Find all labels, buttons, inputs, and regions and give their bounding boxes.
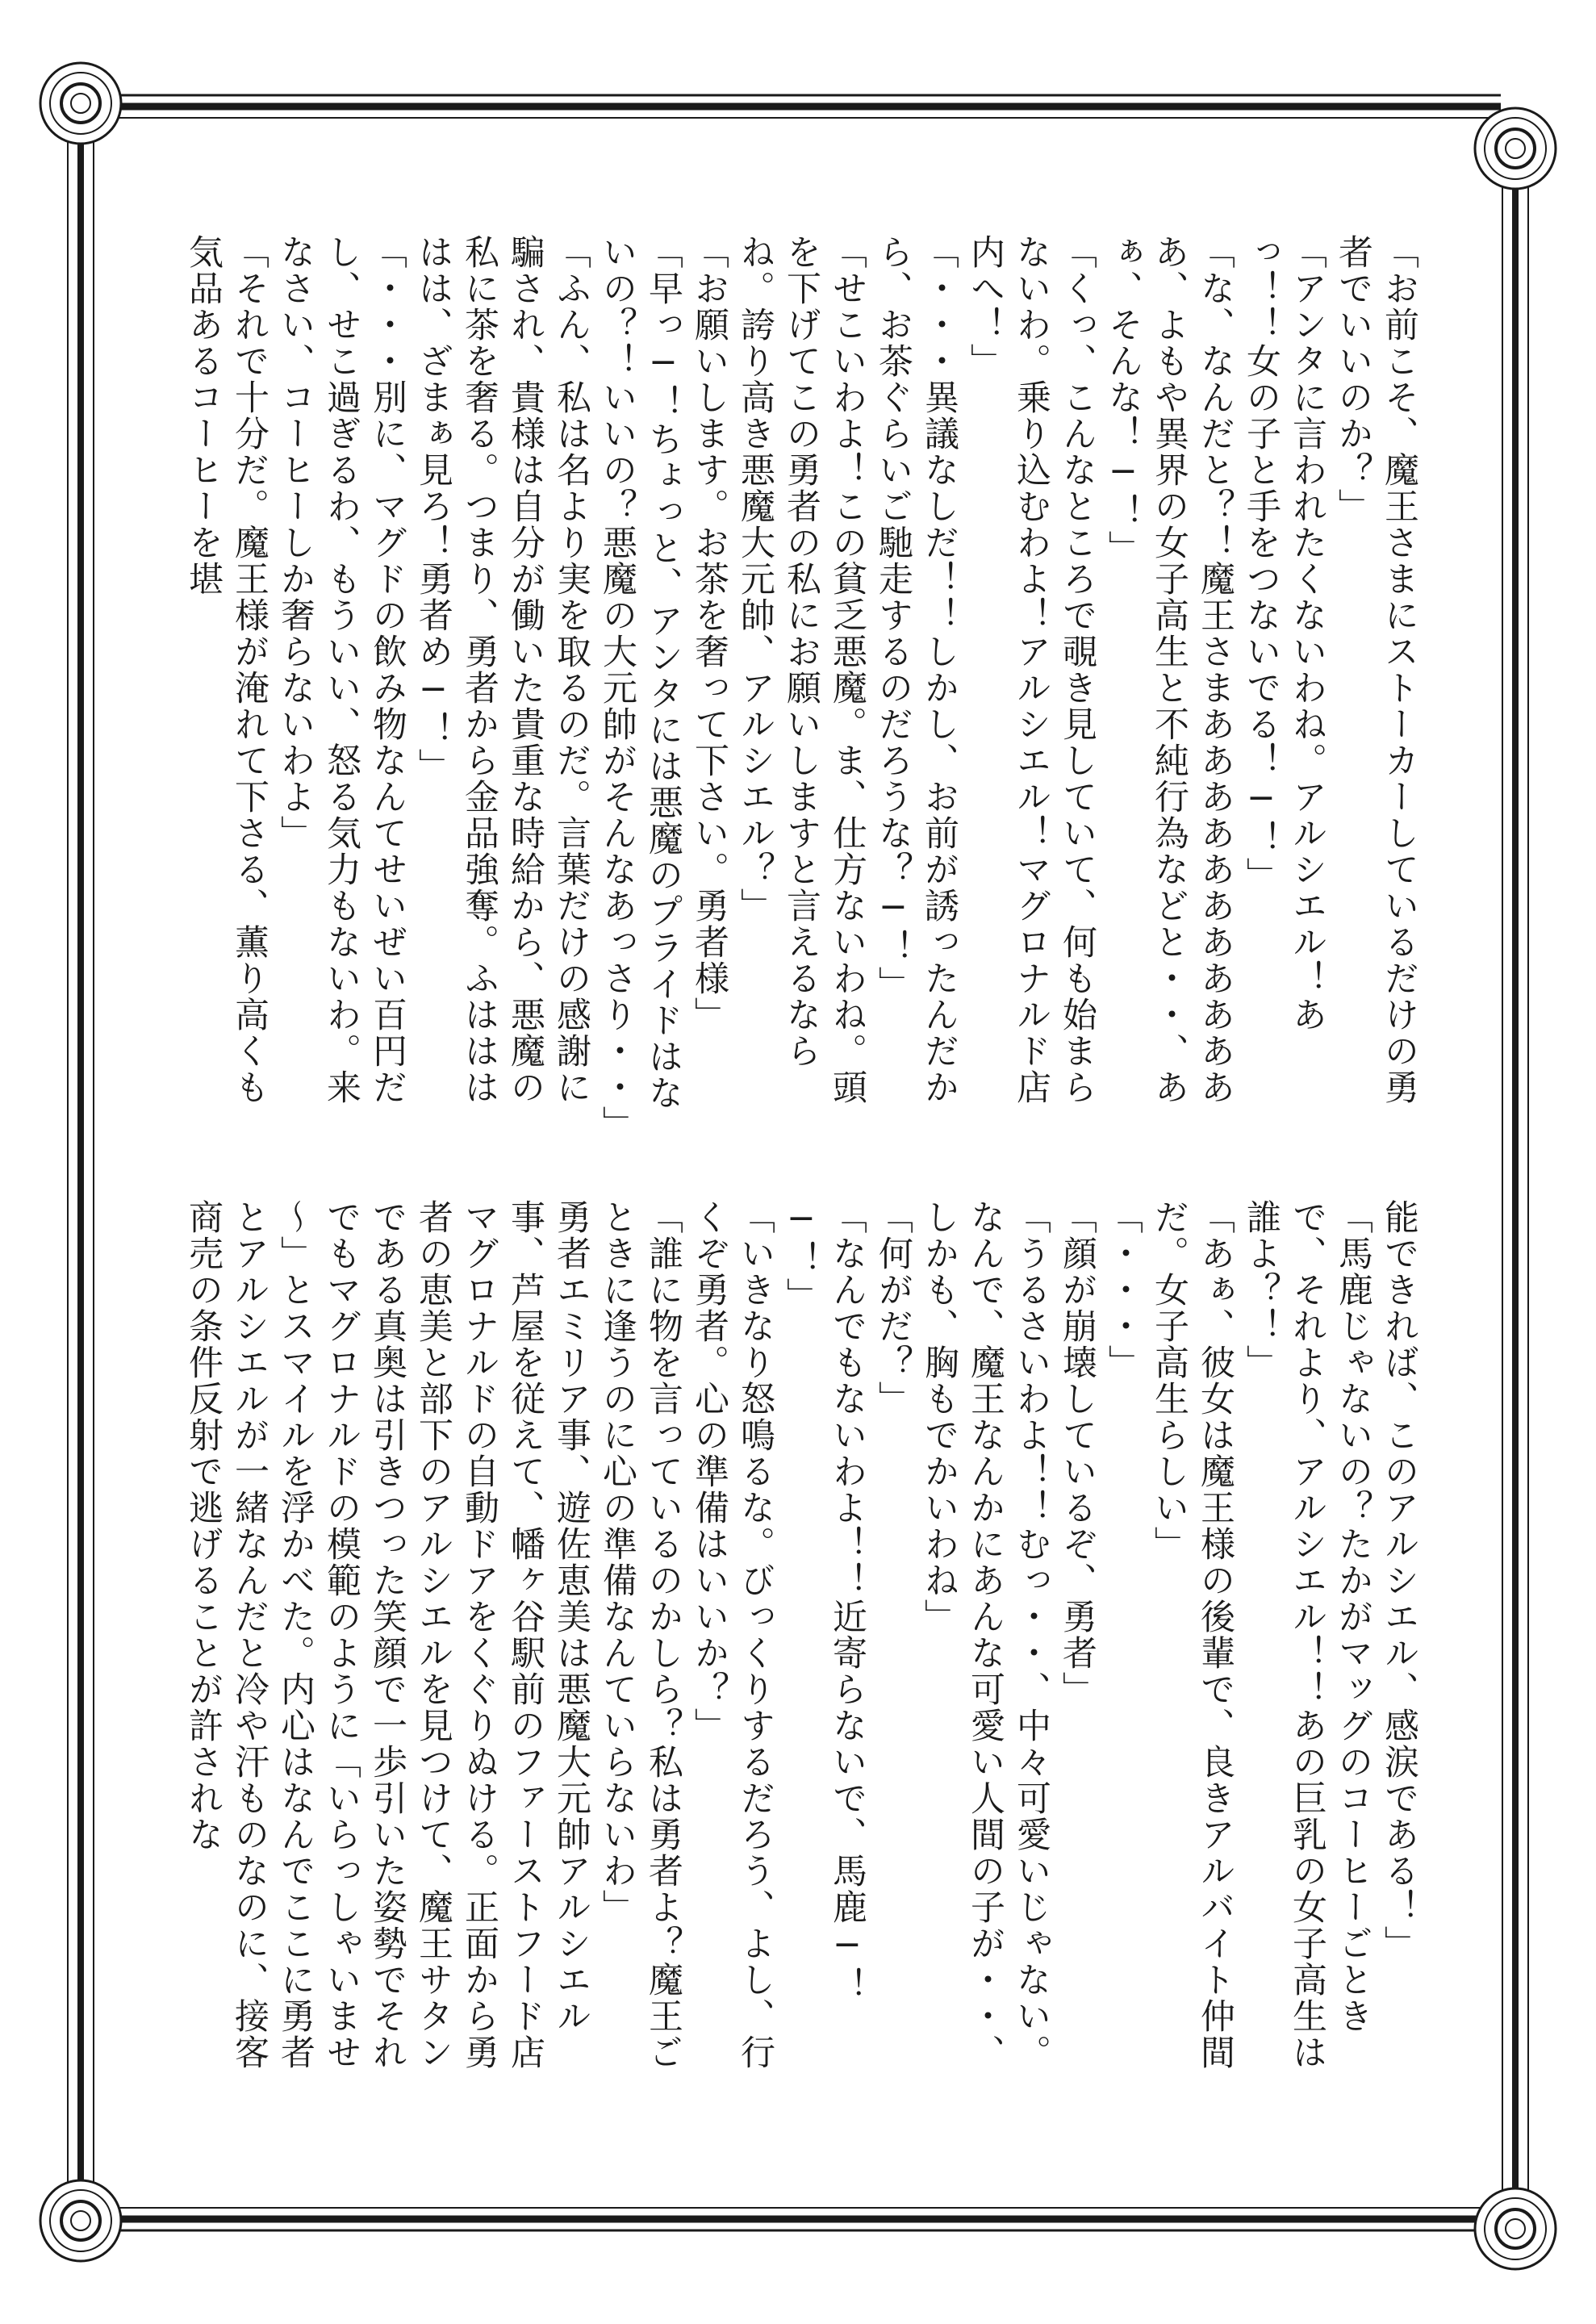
top-line: 「な、なんだと？！魔王さまああああああああああああ、よもや異界の女子高生と不純行為などと・・、あぁ、そんな！─！」 [1103, 234, 1235, 1106]
bottom-line: 「あぁ、彼女は魔王様の後輩で、良きアルバイト仲間だ。女子高生らしい」 [1149, 1199, 1235, 2071]
top-line: 「お前こそ、魔王さまにストーカーしているだけの勇者でいいのか？」 [1333, 234, 1419, 1106]
corner-ornament-bottom-right [1475, 2188, 1556, 2269]
top-line: 「・・・異議なしだ！！しかし、お前が誘ったんだから、お茶ぐらいご馳走するのだろうな？─！」 [873, 234, 959, 1106]
top-line: 「それで十分だ。魔王様が淹れて下さる、薫り高くも気品あるコーヒーを堪 [183, 234, 269, 1106]
top-line: 「早っ─！ちょっと、アンタには悪魔のプライドはないの？！いいの？悪魔の大元帥がそんなあっさり・・」 [597, 234, 683, 1142]
bottom-line: 「誰に物を言っているのかしら？私は勇者よ？魔王ごときに逢うのに心の準備なんていらないわ」 [597, 1199, 683, 2071]
bottom-line: 能できれば、このアルシエル、感涙である！」 [1379, 1199, 1419, 1962]
bottom-line: 「いきなり怒鳴るな。びっくりするだろう、よし、行くぞ勇者。心の準備はいいか？」 [689, 1199, 775, 2071]
top-text-block [183, 234, 1422, 1142]
bottom-line: 「・・・」 [1103, 1199, 1143, 1381]
top-line: 「・・・別に、マグドの飲み物なんてせいぜい百円だし、せこ過ぎるわ、もういい、怒る気力もないわ。来なさい、コーヒーしか奢らないわよ」 [275, 234, 407, 1106]
top-line: 「アンタに言われたくないわね。アルシエル！あっ！！女の子と手をつないでる！─！」 [1241, 234, 1327, 1033]
corner-ornament-top-right [1475, 108, 1556, 189]
bottom-line: 「顔が崩壊しているぞ、勇者」 [1057, 1199, 1097, 1707]
top-line: 「お願いします。お茶を奢って下さい。勇者様」 [689, 234, 729, 1033]
bottom-line: 「何がだ？」 [873, 1199, 913, 1417]
bottom-line: 「うるさいわよ！！むっ・・、中々可愛いじゃない。なんで、魔王なんかにあんな可愛い人間の子が・・、しかも、胸もでかいわね」 [919, 1199, 1051, 2071]
bottom-text-block [183, 1199, 1422, 2079]
top-line: 「くっ、こんなところで覗き見していて、何も始まらないわ。乗り込むわよ！アルシエル！マグロナルド店内へ！」 [965, 234, 1097, 1106]
corner-ornament-bottom-left [40, 2180, 121, 2261]
top-line: 「せこいわよ！この貧乏悪魔。ま、仕方ないわね。頭を下げてこの勇者の私にお願いしますと言えるならね。誇り高き悪魔大元帥、アルシエル？」 [735, 234, 867, 1106]
corner-ornament-top-left [40, 63, 121, 144]
bottom-line: 勇者エミリア事、遊佐恵美は悪魔大元帥アルシエル事、芦屋を従えて、幡ヶ谷駅前のファーストフード店マグロナルドの自動ドアをくぐりぬける。正面から勇者の恵美と部下のアルシエルを見つけて、魔王サタンである真奥は引きつった笑顔で一歩引いた姿勢でそれでもマグロナルドの模範のように「いらっしゃいませ～」とスマイルを浮かべた。内心はなんでここに勇者とアルシエルが一緒なんだと冷や汗ものなのに、接客商売の条件反射で逃げることが許されな [183, 1199, 591, 2071]
bottom-line: 「馬鹿じゃないの？たかがマッグのコーヒーごときで、それより、アルシエル！！あの巨乳の女子高生は誰よ？！」 [1241, 1199, 1373, 2071]
top-line: 「ふん、私は名より実を取るのだ。言葉だけの感謝に騙され、貴様は自分が働いた貴重な時給から、悪魔の私に茶を奢る。つまり、勇者から金品強奪。ふははははは、ざまぁ見ろ！勇者め─！」 [413, 234, 591, 1106]
bottom-line: 「なんでもないわよ！！近寄らないで、馬鹿─！─！」 [781, 1199, 867, 2004]
